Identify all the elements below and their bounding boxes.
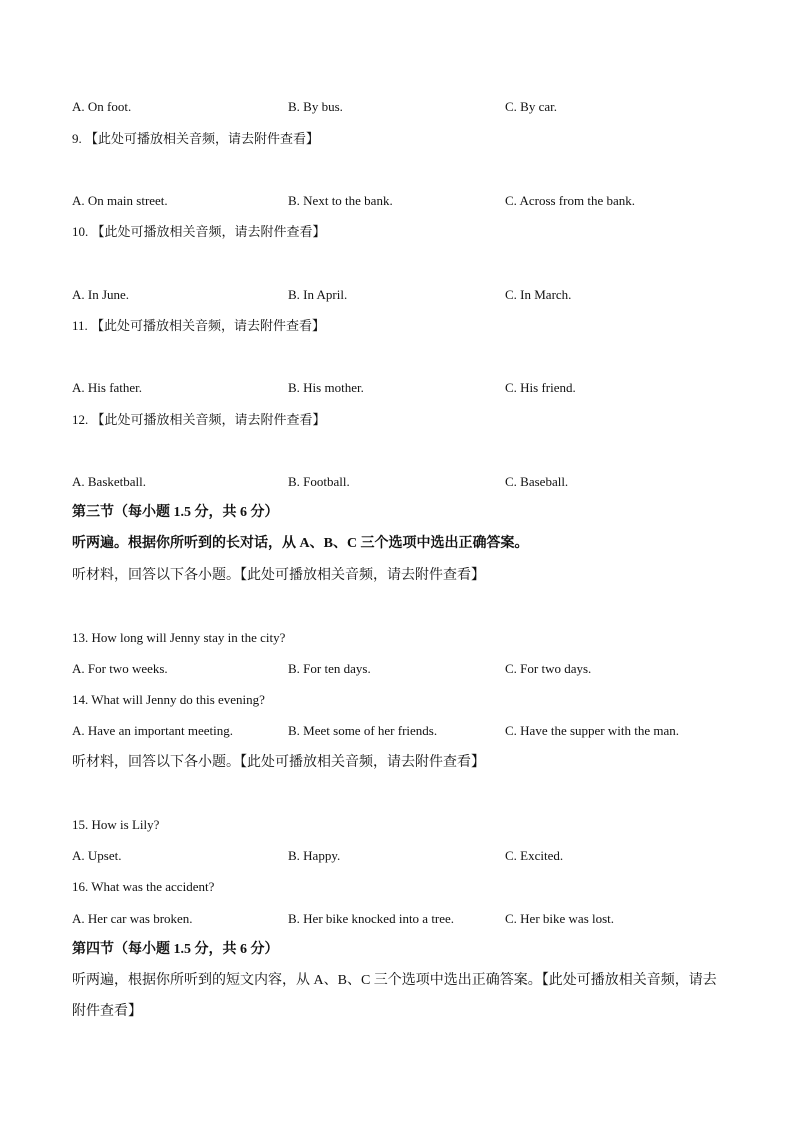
q10-option-b[interactable]: B. In April. (288, 287, 348, 302)
q16-stem: 16. What was the accident? (72, 879, 215, 894)
q12-stem[interactable]: 12. 【此处可播放相关音频，请去附件查看】 (72, 412, 326, 427)
q14-option-b[interactable]: B. Meet some of her friends. (288, 723, 438, 738)
q12-option-b[interactable]: B. Football. (288, 474, 350, 489)
q16-option-c[interactable]: C. Her bike was lost. (505, 911, 615, 926)
q15-option-b[interactable]: B. Happy. (288, 848, 341, 863)
section4-instruction[interactable]: 听两遍，根据你所听到的短文内容，从 A、B、C 三个选项中选出正确答案。【此处可播放相关音频，请去附件查看】 (72, 973, 717, 1019)
q11-option-b[interactable]: B. His mother. (288, 380, 364, 395)
q13-option-a[interactable]: A. For two weeks. (72, 661, 168, 676)
section3-instruction: 听两遍。根据你所听到的长对话，从 A、B、C 三个选项中选出正确答案。 (72, 536, 529, 551)
section3-material-1[interactable]: 听材料，回答以下各小题。【此处可播放相关音频，请去附件查看】 (72, 568, 485, 583)
q9-option-a[interactable]: A. On main street. (72, 193, 168, 208)
q11-stem[interactable]: 11. 【此处可播放相关音频，请去附件查看】 (72, 318, 326, 333)
q15-option-c[interactable]: C. Excited. (505, 848, 564, 863)
q8-option-a[interactable]: A. On foot. (72, 99, 132, 114)
q9-option-c[interactable]: C. Across from the bank. (505, 193, 635, 208)
section3-title: 第三节（每小题 1.5 分，共 6 分） (72, 505, 279, 520)
q12-option-a[interactable]: A. Basketball. (72, 474, 147, 489)
q14-stem: 14. What will Jenny do this evening? (72, 692, 265, 707)
q10-option-c[interactable]: C. In March. (505, 287, 572, 302)
q11-option-c[interactable]: C. His friend. (505, 380, 576, 395)
q9-stem[interactable]: 9. 【此处可播放相关音频，请去附件查看】 (72, 131, 320, 146)
q16-option-a[interactable]: A. Her car was broken. (72, 911, 193, 926)
q10-stem[interactable]: 10. 【此处可播放相关音频，请去附件查看】 (72, 224, 326, 239)
q10-option-a[interactable]: A. In June. (72, 287, 130, 302)
q14-option-c[interactable]: C. Have the supper with the man. (505, 723, 680, 738)
section4-title: 第四节（每小题 1.5 分，共 6 分） (72, 942, 279, 957)
q13-option-c[interactable]: C. For two days. (505, 661, 592, 676)
q12-option-c[interactable]: C. Baseball. (505, 474, 569, 489)
q15-option-a[interactable]: A. Upset. (72, 848, 122, 863)
q13-stem: 13. How long will Jenny stay in the city? (72, 630, 286, 645)
q11-option-a[interactable]: A. His father. (72, 380, 143, 395)
q8-option-b[interactable]: B. By bus. (288, 99, 343, 114)
q9-option-b[interactable]: B. Next to the bank. (288, 193, 393, 208)
q13-option-b[interactable]: B. For ten days. (288, 661, 371, 676)
q15-stem: 15. How is Lily? (72, 817, 160, 832)
section3-material-2[interactable]: 听材料，回答以下各小题。【此处可播放相关音频，请去附件查看】 (72, 755, 485, 770)
q8-option-c[interactable]: C. By car. (505, 99, 557, 114)
q14-option-a[interactable]: A. Have an important meeting. (72, 723, 234, 738)
q16-option-b[interactable]: B. Her bike knocked into a tree. (288, 911, 455, 926)
